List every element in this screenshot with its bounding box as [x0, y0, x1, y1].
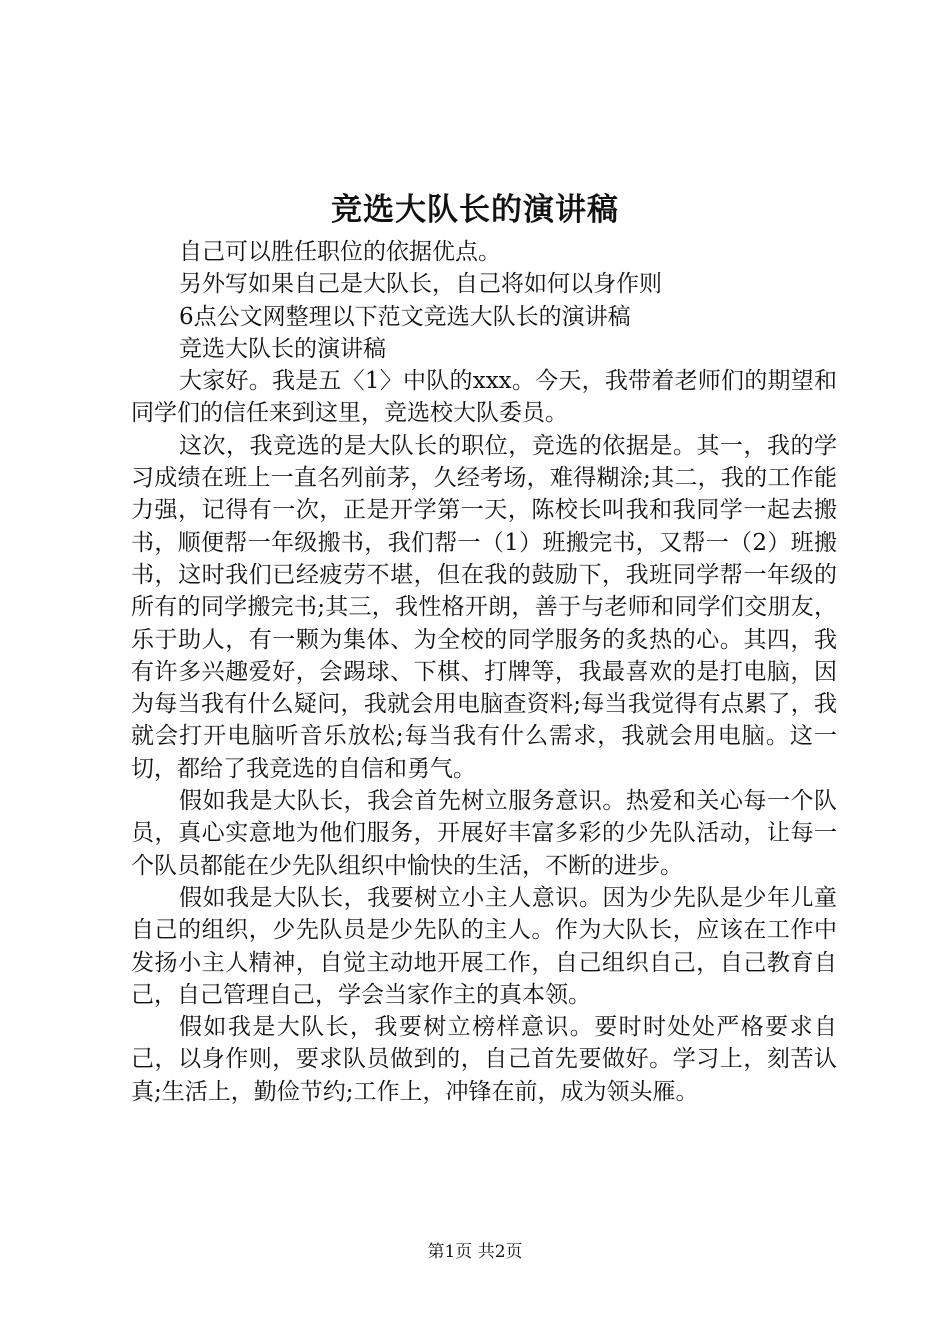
paragraph: 假如我是大队长，我会首先树立服务意识。热爱和关心每一个队员，真心实意地为他们服务，开展好丰富多彩的少先队活动，让每一个队员都能在少先队组织中愉快的生活，不断的进步。: [131, 788, 837, 879]
paragraph: 假如我是大队长，我要树立小主人意识。因为少先队是少年儿童自己的组织，少先队员是少先队的主人。作为大队长，应该在工作中发扬小主人精神，自觉主动地开展工作，自己组织自己，自己教育自己，自己管理自己，学会当家作主的真本领。: [131, 884, 837, 1008]
document-title: 竞选大队长的演讲稿: [331, 192, 619, 228]
document-body: [131, 236, 837, 1108]
paragraph: 自己可以胜任职位的依据优点。: [179, 239, 501, 265]
paragraph: 这次，我竞选的是大队长的职位，竞选的依据是。其一，我的学习成绩在班上一直名列前茅，久经考场，难得糊涂;其二，我的工作能力强，记得有一次，正是开学第一天，陈校长叫我和我同学一起去搬书，顺便帮一年级搬书，我们帮一（1）班搬完书，又帮一（2）班搬书，这时我们已经疲劳不堪，但在我的鼓励下，我班同学帮一年级的所有的同学搬完书;其三，我性格开朗，善于与老师和同学们交朋友，乐于助人，有一颗为集体、为全校的同学服务的炙热的心。其四，我有许多兴趣爱好，会踢球、下棋、打牌等，我最喜欢的是打电脑，因为每当我有什么疑问，我就会用电脑查资料;每当我觉得有点累了，我就会打开电脑听音乐放松;每当我有什么需求，我就会用电脑。这一切，都给了我竞选的自信和勇气。: [131, 432, 837, 782]
paragraph: 6点公文网整理以下范文竞选大队长的演讲稿: [179, 303, 631, 330]
page-footer: 第1页 共2页: [427, 1242, 523, 1262]
paragraph: 竞选大队长的演讲稿: [179, 335, 386, 362]
paragraph: 假如我是大队长，我要树立榜样意识。要时时处处严格要求自己，以身作则，要求队员做到的，自己首先要做好。学习上，刻苦认真;生活上，勤俭节约;工作上，冲锋在前，成为领头雁。: [131, 1014, 837, 1105]
paragraph: 另外写如果自己是大队长，自己将如何以身作则: [179, 271, 662, 298]
paragraph: 大家好。我是五〈1〉中队的xxx。今天，我带着老师们的期望和同学们的信任来到这里，竞选校大队委员。: [131, 368, 837, 427]
